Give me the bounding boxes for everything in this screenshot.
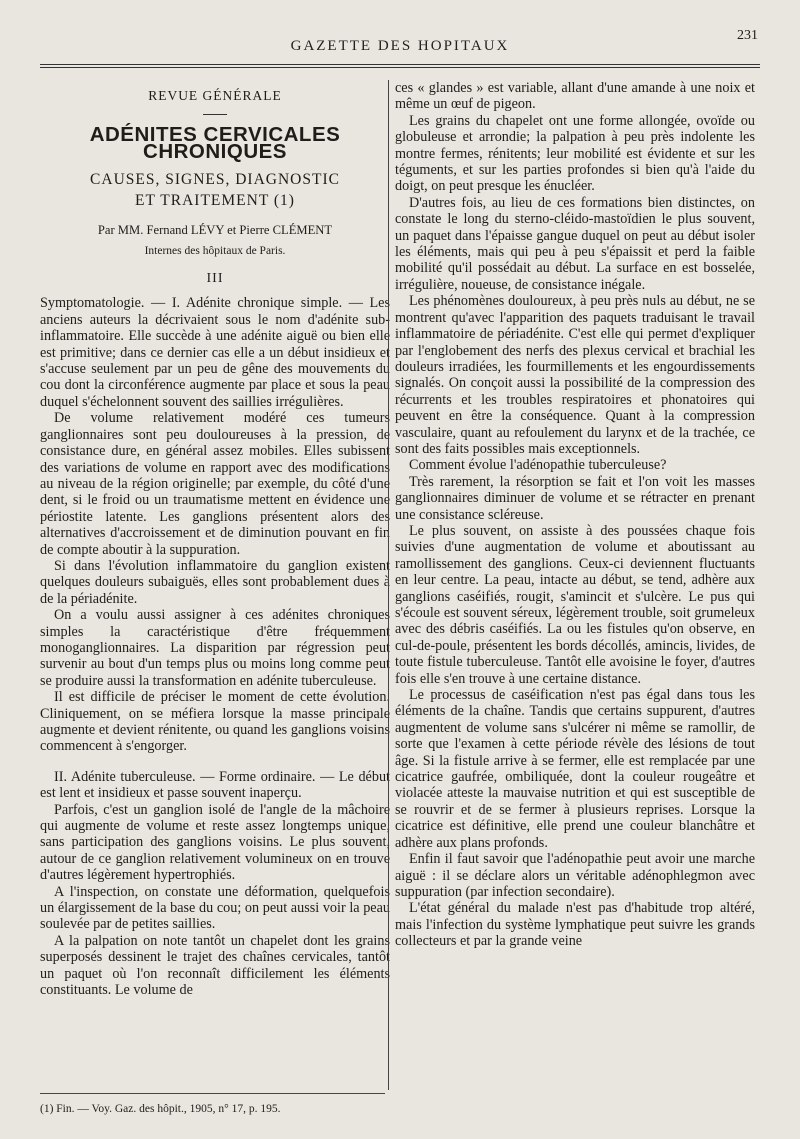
paragraph: D'autres fois, au lieu de ces formations bien distinctes, on constate le long du sterno-cléido-mastoïdien le plus souvent, un paquet dans l'épaisse gangue duquel on peut au début isoler les éléments, mais qui peu à peu s'épaissit et perd la faible mobilité qu'il possédait au début. La surface en est bosselée, irrégulière, noueuse, de consistance inégale. (395, 194, 755, 293)
byline: Par MM. Fernand LÉVY et Pierre CLÉMENT (97, 223, 333, 238)
left-column (40, 80, 390, 999)
paragraph: L'état général du malade n'est pas d'habitude trop altéré, mais l'infection du système lymphatique peut suivre les grands collecteurs et par la grande veine (395, 900, 755, 950)
footnote-rule (40, 1093, 385, 1094)
column-divider (388, 80, 389, 1090)
paragraph: Très rarement, la résorption se fait et l'on voit les masses ganglionnaires diminuer de volume et se rétracter en prenant une consistance scléreuse. (395, 473, 755, 523)
header-rule (40, 64, 760, 68)
paragraph: Les grains du chapelet ont une forme allongée, ovoïde ou globuleuse et arrondie; la palpation à peu près indolente les montre fermes, rénitents; leur mobilité est évidente et sur les téguments, et sur les parties profondes si bien qu'à l'aide du doigt, on peut presque les énucléer. (395, 112, 755, 195)
paragraph: Le plus souvent, on assiste à des poussées chaque fois suivies d'une augmentation de volume et aboutissant au ramollissement des ganglions. Ceux-ci deviennent fluctuants en leur centre. La peau, intacte au début, se tend, adhère aux ganglions caséifiés, rougit, s'amincit et s'ulcère. Le pus qui s'écoule est souvent séreux, légèrement trouble, soit grumeleux avec des débris caséifiés. La ou les fistules qu'on observe, en cul-de-poule, présentent les bords décollés, amincis, livides, de toute fistule tuberculeuse. Tantôt elle avoisine le foyer, d'autres fois elle s'en trouve à une certaine distance. (395, 522, 755, 687)
paragraph: Les phénomènes douloureux, à peu près nuls au début, ne se montrent qu'avec l'apparition des paquets traduisant le travail inflammatoire de périadénite. C'est elle qui permet d'expliquer par l'englobement des nerfs des plexus cervical et brachial les douleurs irradiées, les fourmillements et les engourdissements signalés. On conçoit aussi la possibilité de la compression des récurrents et les troubles respiratoires et phonatoires qui peuvent en être la conséquence. Quant à la compression vasculaire, quant au refoulement du larynx et de la trachée, ce sont des faits possibles mais exceptionnels. (395, 293, 755, 457)
footnote: (1) Fin. — Voy. Gaz. des hôpit., 1905, n° 17, p. 195. (40, 1103, 281, 1115)
paragraph: A la palpation on note tantôt un chapelet dont les grains superposés dessinent le trajet des chaînes cervicales, tantôt un paquet où l'on reconnaît difficilement les éléments constituants. Le volume de (40, 932, 390, 999)
paragraph: De volume relativement modéré ces tumeurs ganglionnaires sont peu douloureuses à la pression, de consistance dure, en général assez mobiles. Elles subissent des variations de volume en rapport avec des modifications au niveau de la région originelle; par exemple, du côté d'une dent, si le froid ou un traumatisme mettent en évidence une périostite latente. Les ganglions présentent alors des alternatives d'accroissement et de diminution pouvant en fin de compte aboutir à la suppuration. (40, 410, 390, 558)
article-title: ADÉNITES CERVICALES CHRONIQUES (89, 123, 341, 163)
page-number: 231 (737, 28, 758, 43)
paragraph: Si dans l'évolution inflammatoire du ganglion existent quelques douleurs subaiguës, elles sont probablement dues à de la périadénite. (40, 557, 390, 607)
paragraph: Le processus de caséification n'est pas égal dans tous les éléments de la chaîne. Tandis que certains suppurent, d'autres augmentent de volume sans s'ulcérer ni même se ramollir, de sorte que l'examen à cette période révèle des lésions de tout âge. Si la fistule arrive à se fermer, elle est remplacée par une cicatrice gaufrée, ombiliquée, dont la couleur rougeâtre et violacée atteste la mauvaise nutrition et qui est susceptible de se rouvrir et de se fermer à plusieurs reprises. Lorsque la cicatrice est définitive, elle prend une couleur blanchâtre et adhère aux plans profonds. (395, 687, 755, 851)
subtitle-line-2: ET TRAITEMENT (1) (135, 192, 295, 210)
paragraph: Enfin il faut savoir que l'adénopathie peut avoir une marche aiguë : il se déclare alors un véritable adénophlegmon avec suppuration (par infection secondaire). (395, 851, 755, 900)
paragraph: Symptomatologie. — I. Adénite chronique simple. — Les anciens auteurs la décrivaient sous le nom d'adénite sub-inflammatoire. Elle succède à une adénite aiguë ou bien elle est primitive; dans ce dernier cas elle a un début insidieux et s'accuse seulement par un peu de gêne des mouvements du cou dont la circonférence augmente par place et sous la peau duquel s'échelonnent souvent des saillies irrégulières. (40, 295, 390, 410)
journal-title: GAZETTE DES HOPITAUX (290, 38, 510, 54)
paragraph: Comment évolue l'adénopathie tuberculeuse? (409, 457, 667, 474)
subtitle-line-1: CAUSES, SIGNES, DIAGNOSTIC (90, 171, 340, 189)
short-rule (203, 114, 227, 115)
paragraph: Il est difficile de préciser le moment de cette évolution. Cliniquement, on se méfiera lorsque la masse principale augmente et devient rénitente, ou quand les ganglions voisins commencent à s'engorger. (40, 689, 390, 755)
section-number: III (206, 271, 224, 287)
paragraph: On a voulu aussi assigner à ces adénites chroniques simples la caractéristique d'être fréquemment monoganglionnaires. La disparition par régression peut survenir au bout d'un temps plus ou moins long comme peut se produire aussi la transformation en adénite tuberculeuse. (40, 607, 390, 689)
right-column (395, 80, 755, 950)
paragraph: A l'inspection, on constate une déformation, quelquefois un élargissement de la base du cou; on peut aussi voir la peau soulevée par de petites saillies. (40, 883, 390, 933)
paragraph: Parfois, c'est un ganglion isolé de l'angle de la mâchoire qui augmente de volume et reste assez longtemps unique, sans participation des ganglions voisins. Le plus souvent, autour de ce ganglion relativement volumineux on en trouve d'autres légèrement hypertrophiés. (40, 801, 390, 884)
affiliation: Internes des hôpitaux de Paris. (144, 244, 286, 257)
paragraph: II. Adénite tuberculeuse. — Forme ordinaire. — Le début est lent et insidieux et passe souvent inaperçu. (40, 768, 390, 802)
rubric: REVUE GÉNÉRALE (148, 88, 282, 103)
paragraph: ces « glandes » est variable, allant d'une amande à une noix et même un œuf de pigeon. (395, 80, 755, 113)
